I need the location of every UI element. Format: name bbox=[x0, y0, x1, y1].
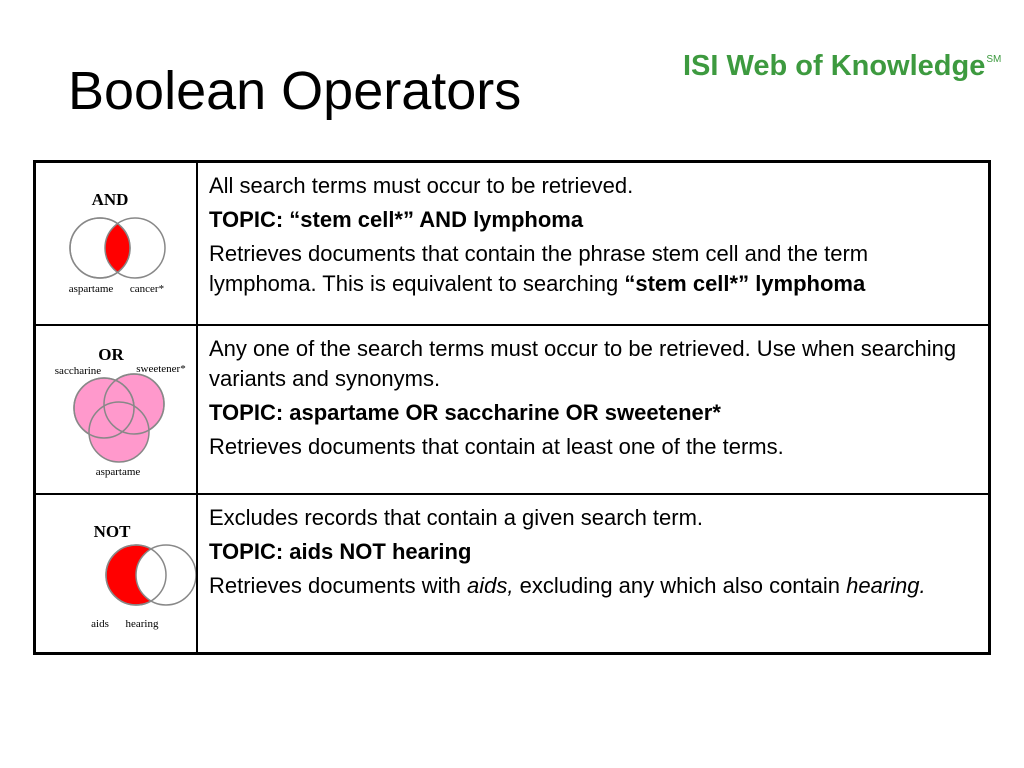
and-example-query: TOPIC: “stem cell*” AND lymphoma bbox=[209, 207, 584, 232]
slide-title: Boolean Operators bbox=[68, 61, 522, 121]
not-description: Excludes records that contain a given search term. bbox=[209, 505, 704, 530]
not-left-term: aids bbox=[91, 618, 109, 630]
logo-service-mark: SM bbox=[986, 54, 1002, 65]
or-example-query: TOPIC: aspartame OR saccharine OR sweetener* bbox=[209, 400, 721, 425]
table-row-and bbox=[35, 162, 990, 326]
and-left-term: aspartame bbox=[68, 283, 114, 295]
boolean-operators-table bbox=[33, 160, 991, 655]
not-explanation-term-1: aids, bbox=[467, 573, 514, 598]
not-example-query: TOPIC: aids NOT hearing bbox=[209, 539, 472, 564]
and-explanation bbox=[209, 239, 978, 299]
not-explanation-term-2: hearing. bbox=[846, 573, 926, 598]
not-diagram-cell bbox=[35, 494, 198, 654]
or-description: Any one of the search terms must occur to be retrieved. Use when searching variants and synonyms. bbox=[209, 336, 957, 391]
or-term-c: aspartame bbox=[95, 466, 141, 478]
and-explanation-text: Retrieves documents that contain the phrase stem cell and the term lymphoma. This is equivalent to searching bbox=[209, 241, 869, 296]
or-term-a: saccharine bbox=[54, 365, 102, 377]
or-diagram-label: OR bbox=[98, 345, 124, 364]
and-diagram-label: AND bbox=[91, 190, 129, 209]
isi-web-of-knowledge-logo bbox=[683, 50, 1001, 83]
table-row-not bbox=[35, 494, 990, 654]
logo-text: ISI Web of Knowledge bbox=[683, 50, 986, 82]
and-explanation-query: “stem cell*” lymphoma bbox=[624, 271, 866, 296]
and-description: All search terms must occur to be retrieved. bbox=[209, 173, 634, 198]
or-venn-diagram bbox=[36, 326, 196, 488]
and-venn-diagram bbox=[36, 163, 196, 319]
not-explanation-start: Retrieves documents with bbox=[209, 573, 467, 598]
not-explanation bbox=[209, 571, 978, 601]
table-row-or bbox=[35, 325, 990, 494]
or-text-cell bbox=[197, 325, 990, 494]
or-explanation: Retrieves documents that contain at least one of the terms. bbox=[209, 434, 784, 459]
and-right-term: cancer* bbox=[129, 283, 165, 295]
not-venn-diagram bbox=[36, 495, 196, 647]
and-text-cell bbox=[197, 162, 990, 326]
not-diagram-label: NOT bbox=[93, 522, 131, 541]
and-diagram-cell bbox=[35, 162, 198, 326]
not-right-term: hearing bbox=[125, 618, 159, 630]
or-diagram-cell bbox=[35, 325, 198, 494]
or-term-b: sweetener* bbox=[136, 363, 186, 375]
or-circle-c bbox=[89, 402, 149, 462]
not-text-cell bbox=[197, 494, 990, 654]
not-explanation-mid: excluding any which also contain bbox=[513, 573, 847, 598]
